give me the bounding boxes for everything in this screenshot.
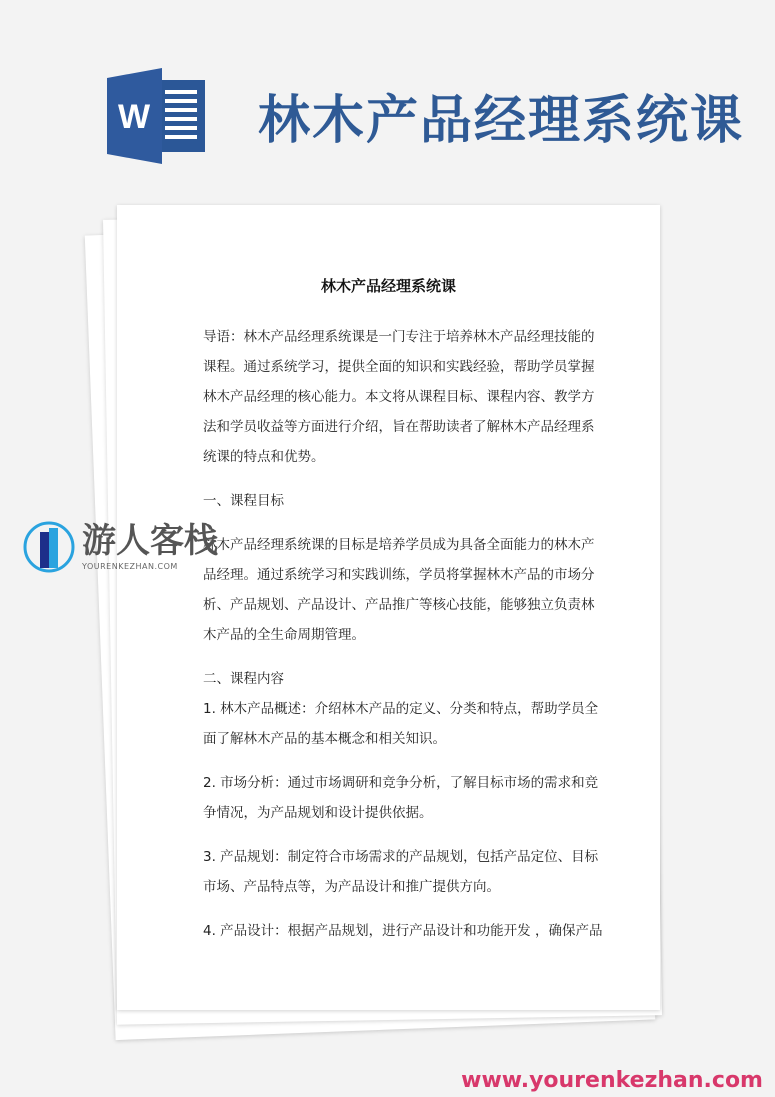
text-line: 法和学员收益等方面进行介绍，旨在帮助读者了解林木产品经理系 [203,419,595,435]
text-line: 3. 产品规划：制定符合市场需求的产品规划，包括产品定位、目标 [203,849,599,865]
banner-title: 林木产品经理系统课 [258,90,745,151]
text-line: 二、课程内容 [203,671,284,687]
text-line: 统课的特点和优势。 [203,449,325,465]
document-title: 林木产品经理系统课 [320,277,456,295]
text-line: 林木产品经理系统课的目标是培养学员成为具备全面能力的林木产 [203,537,595,553]
text-line: 析、产品规划、产品设计、产品推广等核心技能，能够独立负责林 [203,597,595,613]
watermark-domain: YOURENKEZHAN.COM [82,561,178,571]
text-line: 一、课程目标 [203,493,284,509]
watermark-brand: 游人客栈 [82,520,218,561]
text-line: 争情况，为产品规划和设计提供依据。 [203,805,433,821]
svg-text:W: W [117,98,151,136]
text-line: 导语：林木产品经理系统课是一门专注于培养林木产品经理技能的 [203,329,595,345]
footer-url[interactable]: www.yourenkezhan.com [461,1068,763,1093]
word-logo-icon [107,68,207,164]
text-line: 1. 林木产品概述：介绍林木产品的定义、分类和特点，帮助学员全 [203,701,599,717]
text-line: 木产品的全生命周期管理。 [203,627,365,643]
document-body [203,322,613,946]
text-line: 面了解林木产品的基本概念和相关知识。 [203,731,446,747]
text-line: 市场、产品特点等，为产品设计和推广提供方向。 [203,879,500,895]
text-line: 4. 产品设计：根据产品规划，进行产品设计和功能开发 ，确保产品 [203,923,603,939]
text-line: 品经理。通过系统学习和实践训练，学员将掌握林木产品的市场分 [203,567,595,583]
watermark-logo [22,520,218,574]
text-line: 2. 市场分析：通过市场调研和竞争分析，了解目标市场的需求和竞 [203,775,599,791]
text-line: 课程。通过系统学习，提供全面的知识和实践经验，帮助学员掌握 [203,359,595,375]
watermark-icon [22,520,76,574]
text-line: 林木产品经理的核心能力。本文将从课程目标、课程内容、教学方 [203,389,595,405]
document-page [117,205,660,1010]
